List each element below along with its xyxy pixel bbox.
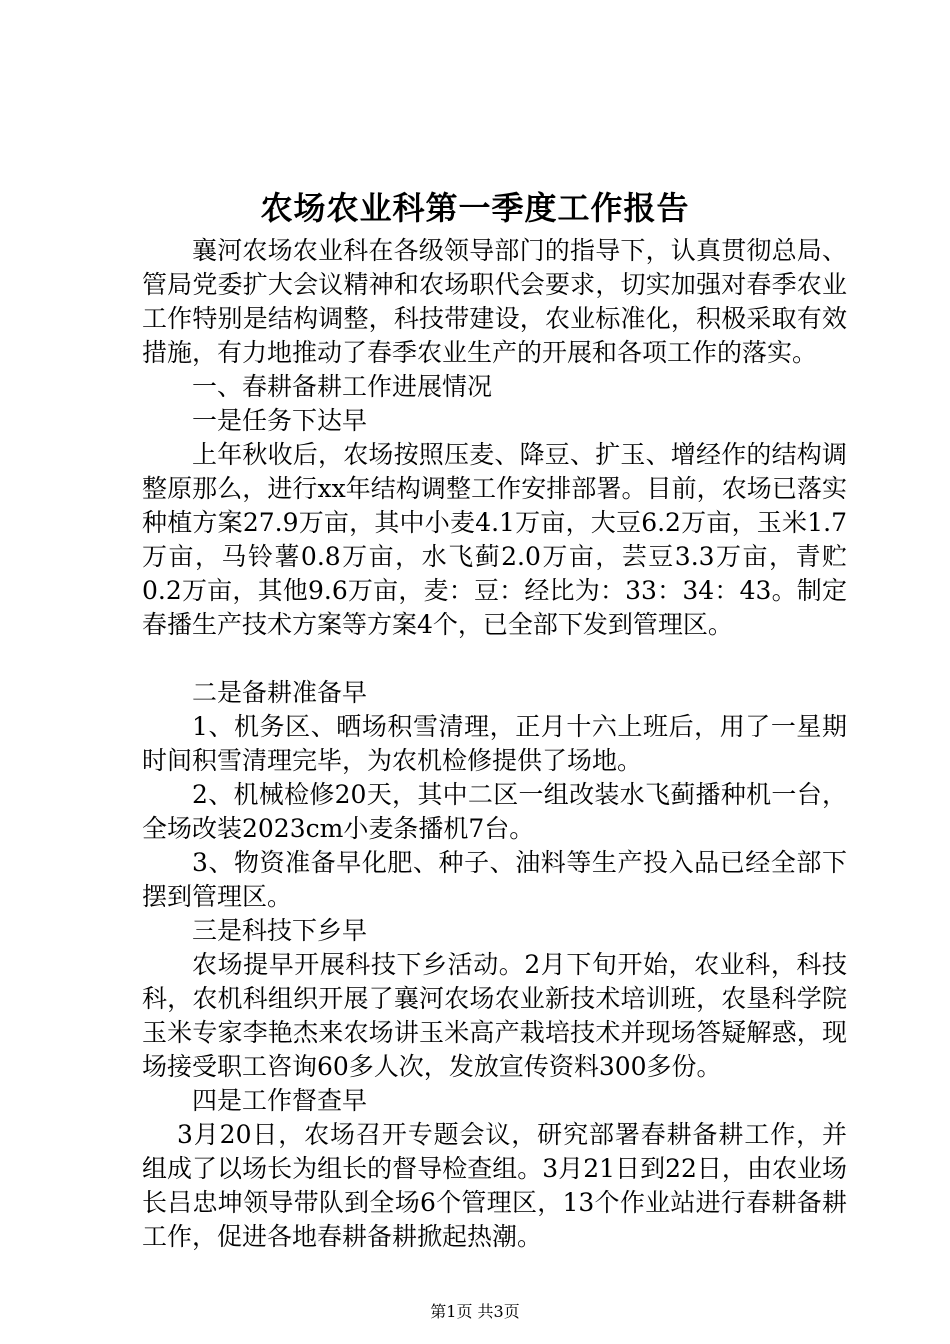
body-paragraph: 上年秋收后，农场按照压麦、降豆、扩玉、增经作的结构调整原那么，进行xx年结构调整工作安排部署。目前，农场已落实种植方案27.9万亩，其中小麦4.1万亩，大豆6.2万亩，玉米1.7万亩，马铃薯0.8万亩，水飞蓟2.0万亩，芸豆3.3万亩，青贮0.2万亩，其他9.6万亩，麦：豆：经比为：33：34：43。制定春播生产技术方案等方案4个，已全部下发到管理区。 xyxy=(142,440,847,639)
section-heading: 一、春耕备耕工作进展情况 xyxy=(192,372,493,401)
subheading: 三是科技下乡早 xyxy=(192,916,368,945)
subheading: 四是工作督查早 xyxy=(192,1086,368,1115)
page-title: 农场农业科第一季度工作报告 xyxy=(260,189,690,227)
subheading: 二是备耕准备早 xyxy=(192,678,368,707)
intro-paragraph: 襄河农场农业科在各级领导部门的指导下，认真贯彻总局、管局党委扩大会议精神和农场职代会要求，切实加强对春季农业工作特别是结构调整，科技带建设，农业标准化，积极采取有效措施，有力地推动了春季农业生产的开展和各项工作的落实。 xyxy=(142,236,847,367)
list-item: 3、物资准备早化肥、种子、油料等生产投入品已经全部下摆到管理区。 xyxy=(142,848,847,911)
body-paragraph: 农场提早开展科技下乡活动。2月下旬开始，农业科，科技科，农机科组织开展了襄河农场农业新技术培训班，农垦科学院玉米专家李艳杰来农场讲玉米高产栽培技术并现场答疑解惑，现场接受职工咨询60多人次，发放宣传资料300多份。 xyxy=(142,950,847,1081)
subheading: 一是任务下达早 xyxy=(192,406,368,435)
body-paragraph: 3月20日，农场召开专题会议，研究部署春耕备耕工作，并组成了以场长为组长的督导检查组。3月21日到22日，由农业场长吕忠坤领导带队到全场6个管理区，13个作业站进行春耕备耕工作，促进各地春耕备耕掀起热潮。 xyxy=(142,1120,847,1251)
page-number: 第1页 共3页 xyxy=(430,1302,520,1321)
list-item: 2、机械检修20天，其中二区一组改装水飞蓟播种机一台，全场改装2023cm小麦条播机7台。 xyxy=(142,780,847,843)
document-body xyxy=(142,234,847,1254)
list-item: 1、机务区、晒场积雪清理，正月十六上班后，用了一星期时间积雪清理完毕，为农机检修提供了场地。 xyxy=(142,712,847,775)
paragraph-gap xyxy=(142,642,847,676)
